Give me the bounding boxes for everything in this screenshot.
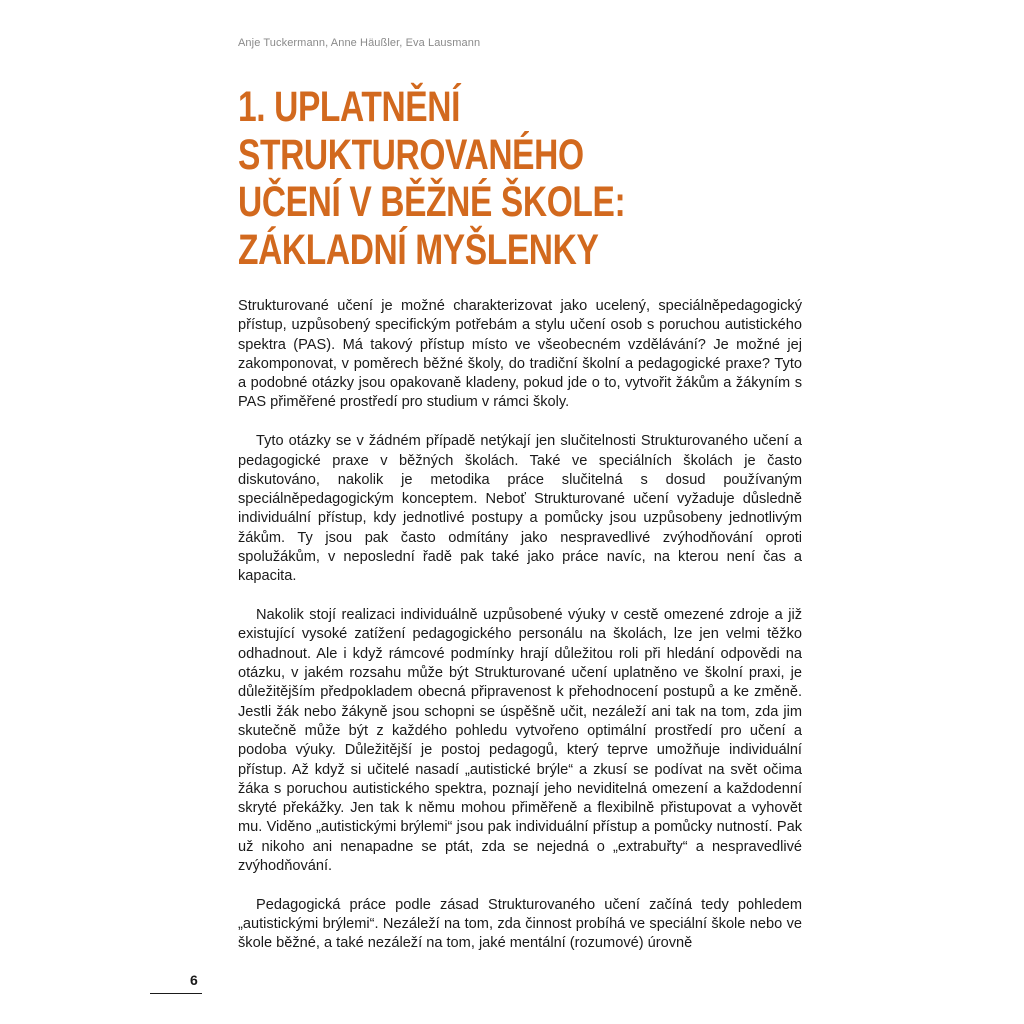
- page-number: 6: [190, 972, 198, 988]
- body-text: [238, 297, 802, 973]
- paragraph-3: Nakolik stojí realizaci individuálně uzpůsobené výuky v cestě omezené zdroje a již existující vysoké zatížení pedagogického personálu na školách, lze jen velmi těžko odhadnout. Ale i když rámcové podmínky hrají důležitou roli při hledání odpovědi na otázku, v jakém rozsahu může být Strukturované učení uplatněno ve školní praxi, je důležitějším předpokladem obecná připravenost k přehodnocení postupů a ke změně. Jestli žák nebo žákyně jsou schopni se úspěšně učit, nezáleží ani tak na tom, zda jim skutečně může být z každého pohledu vytvořeno optimální prostředí pro učení a podoba výuky. Důležitější je postoj pedagogů, který teprve umožňuje individuální přístup. Až když si učitelé nasadí „autistické brýle“ a zkusí se podívat na svět očima žáka s poruchou autistického spektra, poznají jeho neviditelná omezení a každodenní skryté překážky. Jen tak k němu mohou přiměřeně a flexibilně přistupovat a vyhovět mu. Viděno „autistickými brýlemi“ jsou pak individuální přístup a pomůcky nutností. Pak už nikoho ani nenapadne se ptát, zda se nejedná o „extrabuřty“ a nespravedlivé zvýhodňování.: [238, 607, 802, 875]
- chapter-title-line-1: 1. UPLATNĚNÍ: [238, 83, 461, 131]
- paragraph-4: Pedagogická práce podle zásad Strukturovaného učení začíná tedy pohledem „autistickými brýlemi“. Nezáleží na tom, zda činnost probíhá ve speciální škole nebo ve škole běžné, a také nezáleží na tom, jaké mentální (rozumové) úrovně: [238, 896, 802, 952]
- running-header-authors: Anje Tuckermann, Anne Häußler, Eva Lausmann: [238, 37, 481, 49]
- page-number-rule: [150, 993, 202, 994]
- chapter-title: [238, 84, 675, 274]
- paragraph-1: Strukturované učení je možné charakterizovat jako ucelený, speciálněpedagogický přístup, uzpůsobený specifickým potřebám a stylu učení osob s poruchou autistického spektra (PAS). Má takový přístup místo ve všeobecném vzdělávání? Je možné jej zakomponovat, v poměrech běžné školy, do tradiční školní a pedagogické praxe? Tyto a podobné otázky jsou opakovaně kladeny, pokud jde o to, vytvořit žákům a žákyním s PAS přiměřené prostředí pro studium v rámci školy.: [238, 298, 802, 411]
- paragraph-2: Tyto otázky se v žádném případě netýkají jen slučitelnosti Strukturovaného učení a pedagogické praxe v běžných školách. Také ve speciálních školách je často diskutováno, nakolik je metodika práce slučitelná s dosud používaným speciálněpedagogickým konceptem. Neboť Strukturované učení vyžaduje důsledně individuální přístup, kdy jednotlivé postupy a pomůcky jsou uzpůsobeny jednotlivým žákům. Ty jsou pak často odmítány jako nespravedlivé zvýhodňování oproti spolužákům, v neposlední řadě pak také jako práce navíc, na kterou není čas a kapacita.: [238, 433, 802, 585]
- chapter-title-line-2: STRUKTUROVANÉHO: [238, 130, 584, 179]
- chapter-title-line-3: UČENÍ V BĚŽNÉ ŠKOLE:: [238, 178, 626, 226]
- chapter-title-line-4: ZÁKLADNÍ MYŠLENKY: [238, 225, 599, 274]
